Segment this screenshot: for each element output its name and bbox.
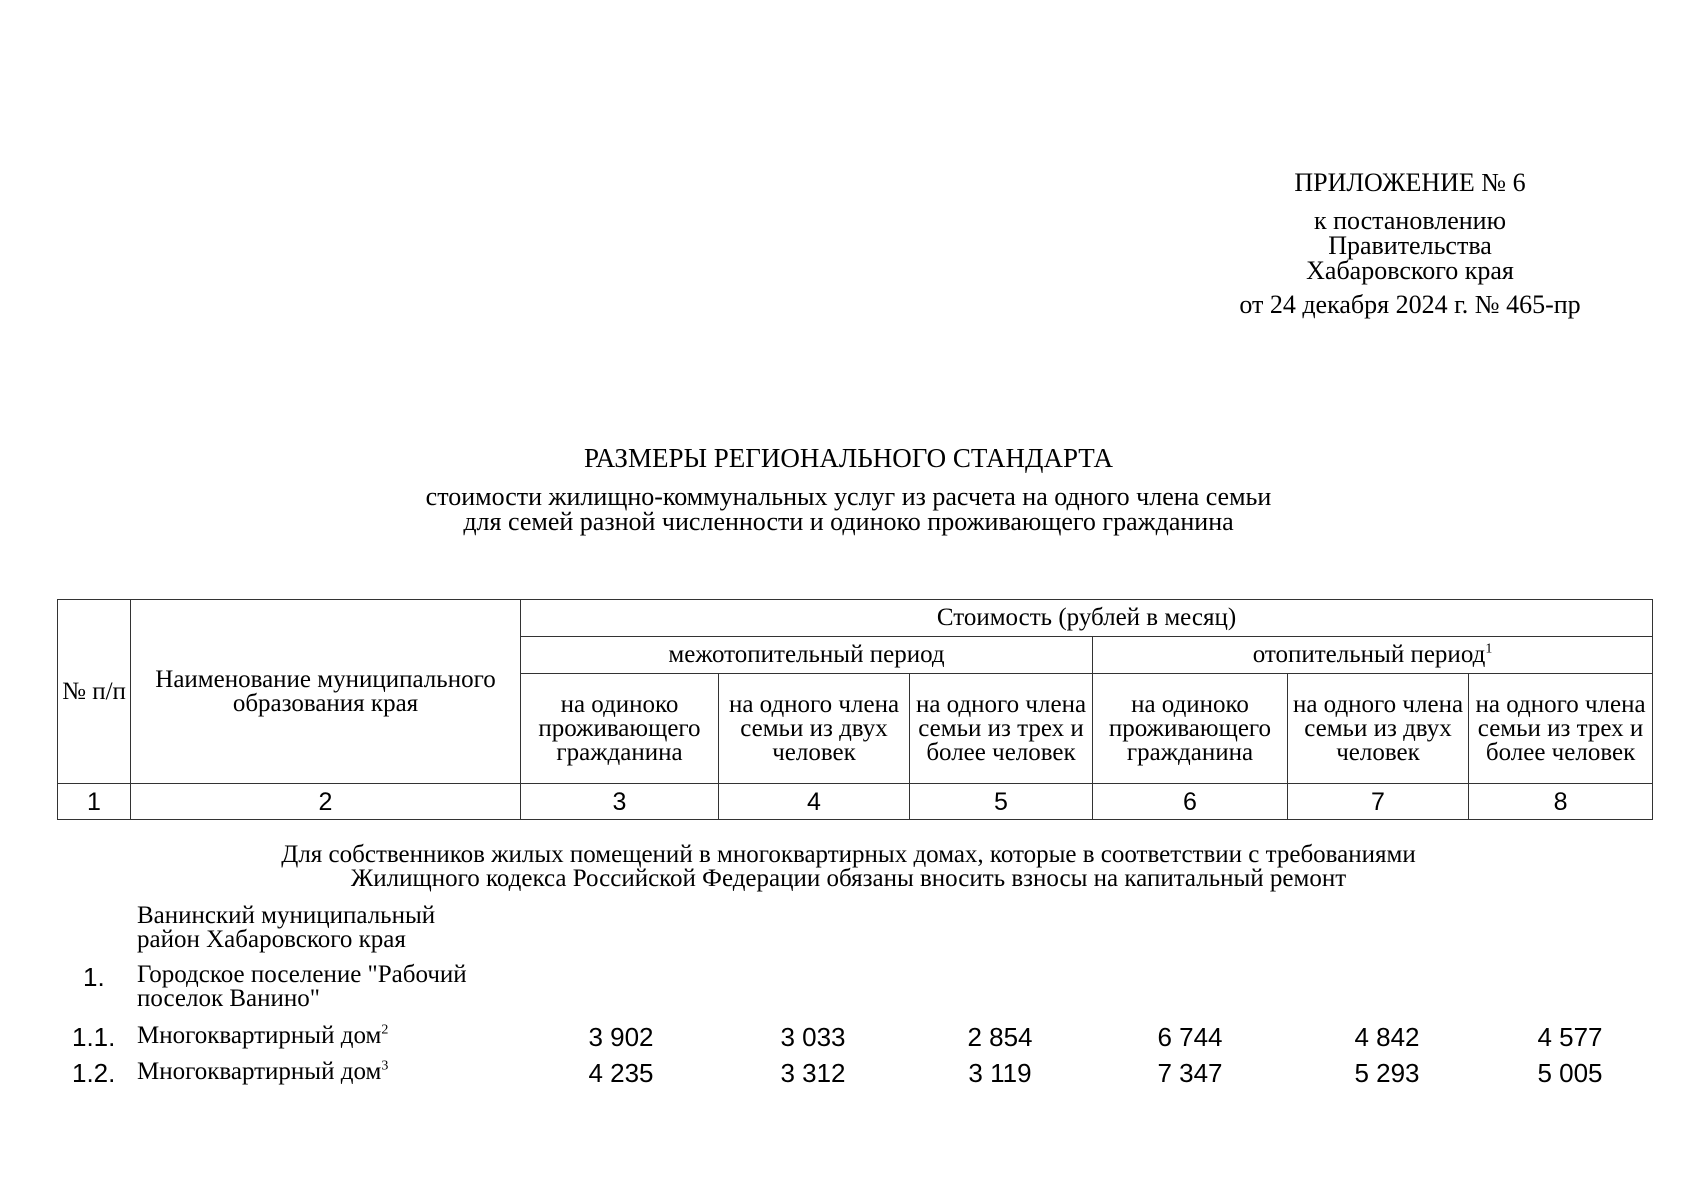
col-name-header: Наименование муниципального образования края — [131, 600, 521, 784]
sub-col-7: на одного члена семьи из двух человек — [1288, 674, 1469, 784]
col-number-7: 7 — [1288, 784, 1469, 820]
col-number-1: 1 — [58, 784, 131, 820]
row-value-col-6: 7 347 — [1157, 1058, 1223, 1088]
cost-header: Стоимость (рублей в месяц) — [521, 600, 1653, 637]
row-value-col-8: 4 577 — [1537, 1022, 1603, 1052]
row-value-col-7: 4 842 — [1354, 1022, 1420, 1052]
district-line-2: район Хабаровского края — [137, 926, 406, 953]
document-subtitle — [0, 484, 1697, 534]
col-number-8: 8 — [1469, 784, 1653, 820]
row-value-col-5: 3 119 — [968, 1058, 1032, 1088]
inter-heating-header: межотопительный период — [521, 637, 1093, 674]
section-line-1: Для собственников жилых помещений в многоквартирных домах, которые в соответствии с требованиями — [281, 841, 1416, 868]
document-title: РАЗМЕРЫ РЕГИОНАЛЬНОГО СТАНДАРТА — [584, 443, 1113, 473]
annex-line-1: к постановлению — [1313, 206, 1507, 235]
sub-col-8: на одного члена семьи из трех и более человек — [1469, 674, 1653, 784]
col-number-2: 2 — [131, 784, 521, 820]
row-value-col-8: 5 005 — [1537, 1058, 1603, 1088]
sub-col-3: на одиноко проживающего гражданина — [521, 674, 719, 784]
col-number-6: 6 — [1093, 784, 1288, 820]
row-number: 1.2. — [72, 1058, 116, 1088]
settlement-number: 1. — [83, 962, 105, 992]
col-number-4: 4 — [719, 784, 910, 820]
section-line-2: Жилищного кодекса Российской Федерации обязаны вносить взносы на капитальный ремонт — [350, 865, 1347, 892]
annex-line-2: Правительства — [1328, 231, 1492, 260]
row-value-col-3: 4 235 — [588, 1058, 654, 1088]
annex-title: ПРИЛОЖЕНИЕ № 6 — [1294, 168, 1526, 197]
header-table — [57, 599, 1653, 820]
settlement-name — [137, 963, 467, 1011]
settlement-line-2: поселок Ванино" — [137, 985, 320, 1012]
subtitle-line-1: стоимости жилищно-коммунальных услуг из расчета на одного члена семьи — [425, 482, 1272, 511]
settlement-line-1: Городское поселение "Рабочий — [137, 961, 467, 988]
row-footnote-marker: 2 — [381, 1022, 389, 1038]
heating-label: отопительный период — [1252, 641, 1486, 668]
row-name-text: Многоквартирный дом — [137, 1022, 382, 1049]
subtitle-line-2: для семей разной численности и одиноко проживающего гражданина — [463, 507, 1234, 536]
heating-footnote-marker: 1 — [1485, 641, 1493, 657]
row-value-col-7: 5 293 — [1354, 1058, 1420, 1088]
row-value-col-6: 6 744 — [1157, 1022, 1223, 1052]
sub-col-5: на одного члена семьи из трех и более человек — [910, 674, 1093, 784]
row-name-text: Многоквартирный дом — [137, 1058, 382, 1085]
col-number-3: 3 — [521, 784, 719, 820]
district-line-1: Ванинский муниципальный — [137, 902, 436, 929]
section-heading — [0, 843, 1697, 891]
row-name — [137, 1024, 388, 1048]
col-num-header: № п/п — [58, 600, 131, 784]
row-value-col-5: 2 854 — [967, 1022, 1033, 1052]
row-number: 1.1. — [72, 1022, 116, 1052]
district-name — [137, 904, 435, 952]
row-value-col-3: 3 902 — [588, 1022, 654, 1052]
col-number-5: 5 — [910, 784, 1093, 820]
row-value-col-4: 3 033 — [780, 1022, 846, 1052]
sub-col-6: на одиноко проживающего гражданина — [1093, 674, 1288, 784]
row-value-col-4: 3 312 — [780, 1058, 846, 1088]
row-name — [137, 1060, 388, 1084]
heating-header — [1093, 637, 1653, 674]
annex-line-3: Хабаровского края — [1306, 256, 1514, 285]
sub-col-4: на одного члена семьи из двух человек — [719, 674, 910, 784]
row-footnote-marker: 3 — [381, 1058, 389, 1074]
annex-date: от 24 декабря 2024 г. № 465-пр — [1239, 290, 1581, 319]
